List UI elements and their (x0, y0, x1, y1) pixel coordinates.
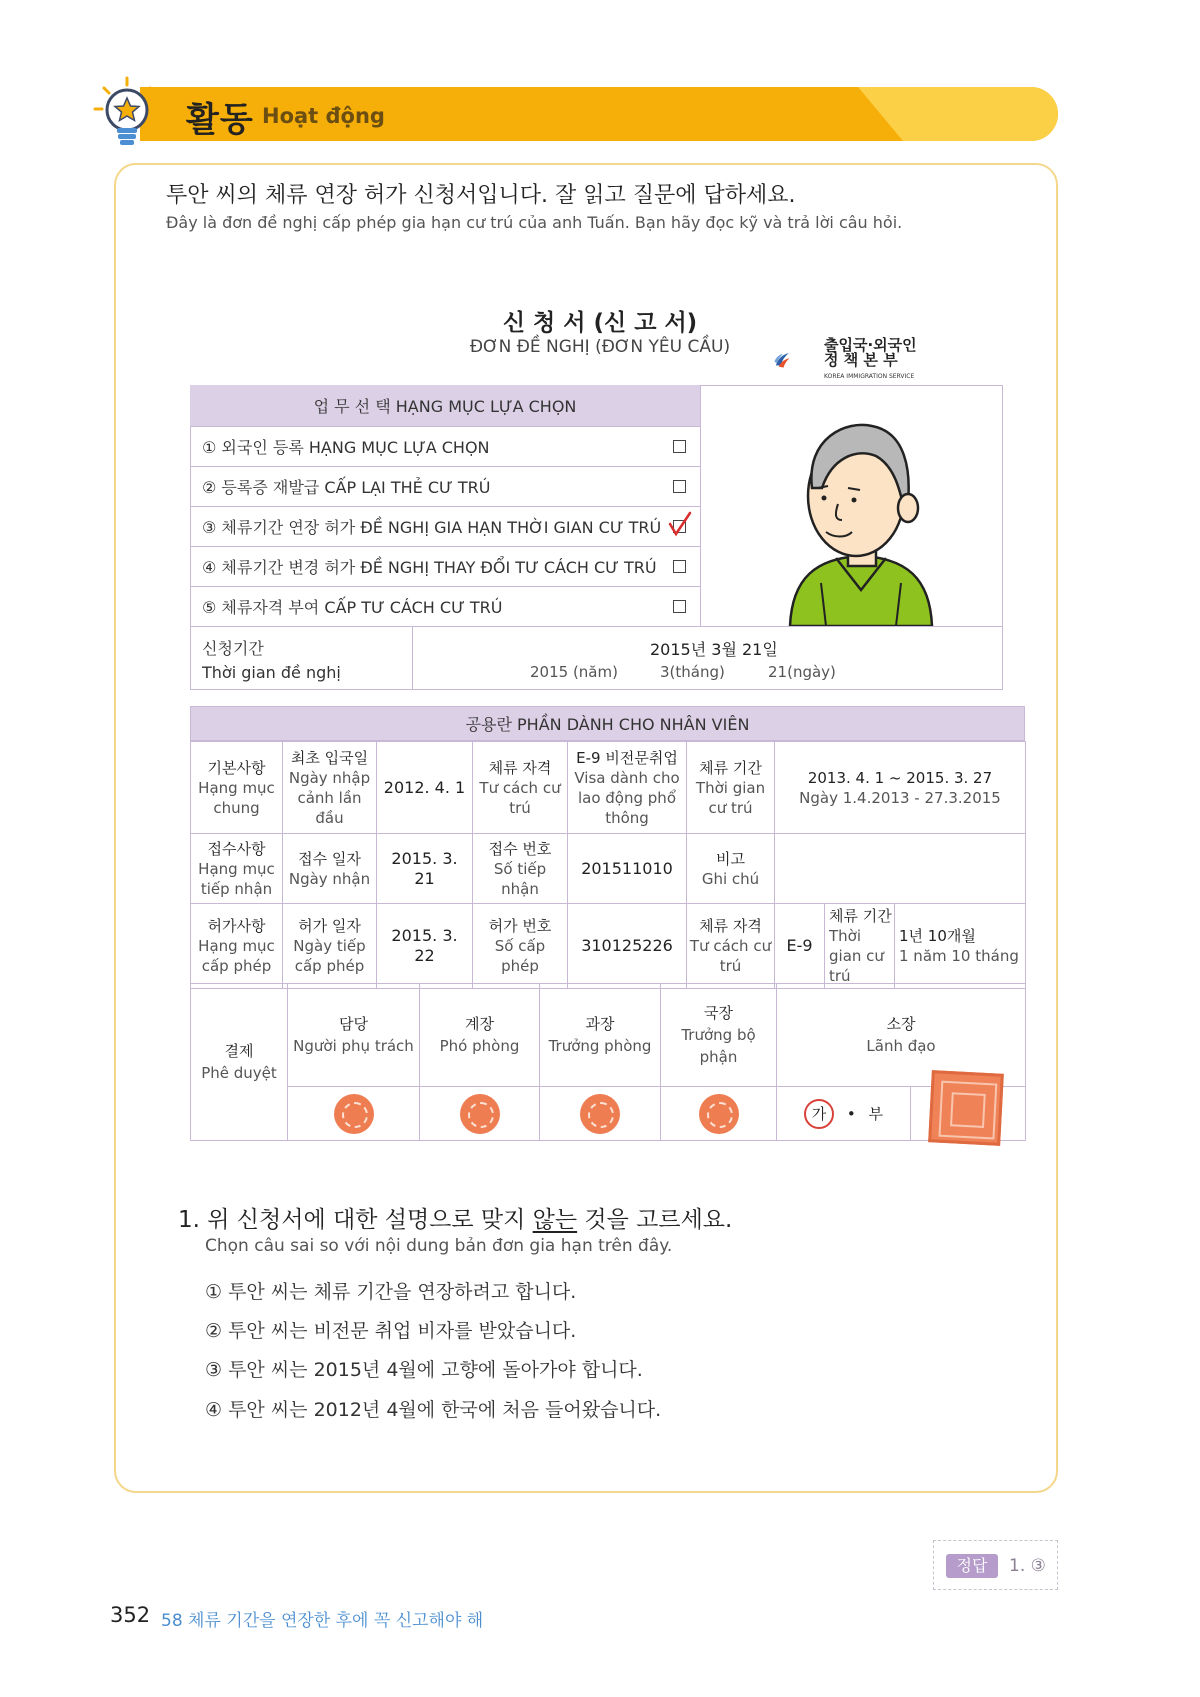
permit-no-label-vi: Số cấp phép (494, 937, 546, 975)
receipt-no-label (473, 834, 568, 904)
role-staff-ko: 담당 (339, 1015, 368, 1033)
option-row-5[interactable] (190, 587, 701, 627)
question-text-post: 것을 고르세요. (577, 1207, 733, 1233)
seal-cell-deputy (420, 1087, 540, 1141)
permit-date-label (283, 904, 377, 989)
seal-stamp-icon (460, 1094, 500, 1134)
role-director (661, 984, 777, 1087)
option-label: ② 등록증 재발급 CẤP LẠI THẺ CƯ TRÚ (202, 478, 491, 497)
receipt-row (191, 834, 1026, 904)
lightbulb-icon (92, 76, 162, 148)
role-manager-vi: Trưởng phòng (548, 1037, 652, 1055)
period-label-ko: 신청기간 (202, 639, 264, 658)
answer-option-4[interactable]: ④ 투안 씨는 2012년 4월에 한국에 처음 들어왔습니다. (205, 1399, 662, 1421)
receipt-label-ko: 접수사항 (207, 839, 266, 858)
permit-status-label-ko: 체류 자격 (699, 917, 762, 935)
option-row-3[interactable] (190, 507, 701, 547)
option-checkbox[interactable] (673, 560, 686, 573)
question-subtitle: Chọn câu sai so với nội dung bản đơn gia hạn trên đây. (205, 1236, 673, 1256)
reject-mark: 부 (868, 1104, 883, 1123)
role-staff (288, 984, 420, 1087)
question-number: 1. (178, 1207, 200, 1233)
stay-period-value (775, 742, 1026, 834)
option-checkbox[interactable] (673, 600, 686, 613)
answer-box (933, 1540, 1058, 1590)
note-label-ko: 비고 (716, 849, 745, 868)
receipt-label-vi: Hạng mục tiếp nhận (198, 859, 275, 898)
stay-period-label (687, 742, 775, 834)
role-leader-ko: 소장 (886, 1015, 916, 1033)
answer-option-2[interactable]: ② 투안 씨는 비전문 취업 비자를 받았습니다. (205, 1320, 577, 1342)
seal-stamp-icon (334, 1094, 374, 1134)
period-day: 21(ngày) (768, 663, 836, 681)
permit-no-label-ko: 허가 번호 (488, 917, 552, 935)
decision-cell (777, 1087, 911, 1141)
permit-label (191, 904, 283, 989)
permit-status-label (687, 904, 775, 989)
logo-text-line1: 출입국·외국인 (824, 336, 917, 354)
option-checkbox[interactable] (673, 440, 686, 453)
option-label: ③ 체류기간 연장 허가 ĐỀ NGHỊ GIA HẠN THỜI GIAN CƯ TRÚ (202, 518, 662, 537)
approval-roles-row (191, 984, 1026, 1087)
stay-period-label-vi: Thời gian cư trú (695, 778, 766, 817)
period-year: 2015 (năm) (530, 663, 618, 681)
approval-label-vi: Phê duyệt (201, 1064, 277, 1082)
permit-date-value: 2015. 3. 22 (377, 904, 473, 989)
entry-date-label (283, 742, 377, 834)
stay-period-label-ko: 체류 기간 (699, 758, 762, 777)
form-title: 신 청 서 (신 고 서) (502, 310, 698, 336)
permit-label-ko: 허가사항 (207, 917, 266, 935)
receipt-date-value: 2015. 3. 21 (377, 834, 473, 904)
approval-label (191, 984, 288, 1141)
seal-stamp-icon (699, 1094, 739, 1134)
permit-no-value: 310125226 (568, 904, 687, 989)
role-deputy-vi: Phó phòng (439, 1037, 520, 1055)
receipt-date-label-vi: Ngày nhận (288, 869, 371, 888)
answer-option-3[interactable]: ③ 투안 씨는 2015년 4월에 고향에 돌아가야 합니다. (205, 1359, 643, 1381)
option-row-2[interactable] (190, 467, 701, 507)
permit-status-value: E-9 (775, 904, 825, 989)
receipt-no-label-ko: 접수 번호 (488, 839, 552, 858)
question-text-underlined: 않는 (532, 1207, 578, 1233)
application-period-row (190, 626, 1003, 690)
role-director-ko: 국장 (704, 1004, 733, 1022)
permit-label-vi: Hạng mục cấp phép (198, 937, 275, 975)
approval-label-ko: 결제 (224, 1042, 254, 1060)
answer-option-1[interactable]: ① 투안 씨는 체류 기간을 연장하려고 합니다. (205, 1281, 577, 1303)
stay-period-value-vi: Ngày 1.4.2013 - 27.3.2015 (799, 788, 1001, 807)
answer-tag: 정답 (946, 1554, 998, 1578)
instruction-vietnamese: Đây là đơn đề nghị cấp phép gia hạn cư trú của anh Tuấn. Bạn hãy đọc kỹ và trả lời câu hỏi. (166, 213, 903, 232)
role-staff-vi: Người phụ trách (293, 1037, 414, 1055)
permit-row (191, 904, 1026, 989)
status-label-ko: 체류 자격 (488, 758, 552, 777)
seal-cell-staff (288, 1087, 420, 1141)
role-manager (540, 984, 661, 1087)
receipt-date-label (283, 834, 377, 904)
permit-period-value-ko: 1년 10개월 (899, 927, 976, 945)
role-leader (777, 984, 1026, 1087)
option-row-1[interactable] (190, 427, 701, 467)
option-label: ④ 체류기간 변경 허가 ĐỀ NGHỊ THAY ĐỔI TƯ CÁCH CƯ TRÚ (202, 558, 657, 577)
visa-value-ko: E-9 비전문취업 (576, 748, 678, 767)
seal-cell-director (661, 1087, 777, 1141)
permit-period-value-vi: 1 năm 10 tháng (899, 947, 1019, 965)
answer-value: 1. ③ (1009, 1556, 1046, 1576)
permit-period-label-ko: 체류 기간 (829, 907, 892, 925)
role-director-vi: Trưởng bộ phận (681, 1026, 756, 1066)
entry-date-label-vi: Ngày nhập cảnh lần đầu (288, 768, 371, 827)
official-seal-icon (928, 1070, 1004, 1146)
chapter-link[interactable]: 58 체류 기간을 연장한 후에 꼭 신고해야 해 (161, 1611, 484, 1631)
period-month: 3(tháng) (660, 663, 725, 681)
permit-period-label-vi: Thời gian cư trú (829, 927, 884, 985)
permit-period-value (895, 904, 1026, 989)
status-label-vi: Tư cách cư trú (479, 778, 561, 817)
immigration-logo-icon (773, 335, 823, 385)
decision-separator: • (846, 1104, 856, 1123)
activity-subtitle: Hoạt động (262, 104, 385, 128)
stay-period-value-ko: 2013. 4. 1 ~ 2015. 3. 27 (807, 768, 993, 787)
staff-info-table (190, 741, 1026, 989)
note-label-vi: Ghi chú (701, 869, 760, 888)
form-subtitle: ĐƠN ĐỀ NGHỊ (ĐƠN YÊU CẦU) (469, 337, 731, 357)
permit-no-label (473, 904, 568, 989)
question-title (178, 1201, 732, 1234)
logo-text (824, 338, 917, 368)
option-label: ① 외국인 등록 HẠNG MỤC LỰA CHỌN (202, 438, 490, 457)
receipt-date-label-ko: 접수 일자 (298, 849, 361, 868)
approval-seals-row (191, 1087, 1026, 1141)
banner-highlight (858, 87, 1058, 141)
tuan-character-illustration (776, 408, 946, 626)
selection-header: 업 무 선 택 HẠNG MỤC LỰA CHỌN (190, 385, 701, 427)
basic-label-ko: 기본사항 (207, 758, 266, 777)
page-number: 352 (110, 1603, 151, 1627)
approve-mark: 가 (804, 1099, 834, 1129)
basic-row (191, 742, 1026, 834)
permit-date-label-ko: 허가 일자 (298, 917, 361, 935)
basic-label-vi: Hạng mục chung (198, 778, 275, 817)
question-text-pre: 위 신청서에 대한 설명으로 맞지 (207, 1207, 533, 1233)
receipt-no-value: 201511010 (568, 834, 687, 904)
receipt-label (191, 834, 283, 904)
period-label-vi: Thời gian đề nghị (202, 663, 341, 682)
seal-cell-manager (540, 1087, 661, 1141)
permit-date-label-vi: Ngày tiếp cấp phép (293, 937, 366, 975)
entry-date-value: 2012. 4. 1 (377, 742, 473, 834)
permit-period-label (825, 904, 895, 989)
option-label: ⑤ 체류자격 부여 CẤP TƯ CÁCH CƯ TRÚ (202, 598, 503, 617)
logo-text-line2: 정 책 본 부 (824, 351, 898, 369)
role-leader-vi: Lãnh đạo (866, 1037, 936, 1055)
activity-title: 활동 (186, 100, 254, 140)
instruction-korean: 투안 씨의 체류 연장 허가 신청서입니다. 잘 읽고 질문에 답하세요. (166, 183, 796, 208)
option-checkbox[interactable] (673, 480, 686, 493)
period-divider (412, 627, 413, 690)
note-label (687, 834, 775, 904)
role-manager-ko: 과장 (585, 1015, 615, 1033)
entry-date-label-ko: 최초 입국일 (290, 748, 369, 767)
checkmark-icon (666, 510, 692, 540)
visa-value-vi: Visa dành cho lao động phổ thông (574, 768, 680, 827)
option-row-4[interactable] (190, 547, 701, 587)
permit-status-label-vi: Tư cách cư trú (689, 937, 772, 975)
receipt-no-label-vi: Số tiếp nhận (493, 859, 547, 898)
approval-table (190, 983, 1026, 1141)
basic-label (191, 742, 283, 834)
note-value (775, 834, 1026, 904)
role-deputy (420, 984, 540, 1087)
staff-section-header: 공용란 PHẦN DÀNH CHO NHÂN VIÊN (190, 706, 1025, 741)
role-deputy-ko: 계장 (465, 1015, 494, 1033)
seal-stamp-icon (580, 1094, 620, 1134)
visa-value (568, 742, 687, 834)
application-period-value: 2015년 3월 21일 (650, 640, 778, 659)
application-period-label (202, 637, 341, 685)
status-label (473, 742, 568, 834)
logo-english-text: KOREA IMMIGRATION SERVICE (824, 373, 915, 380)
